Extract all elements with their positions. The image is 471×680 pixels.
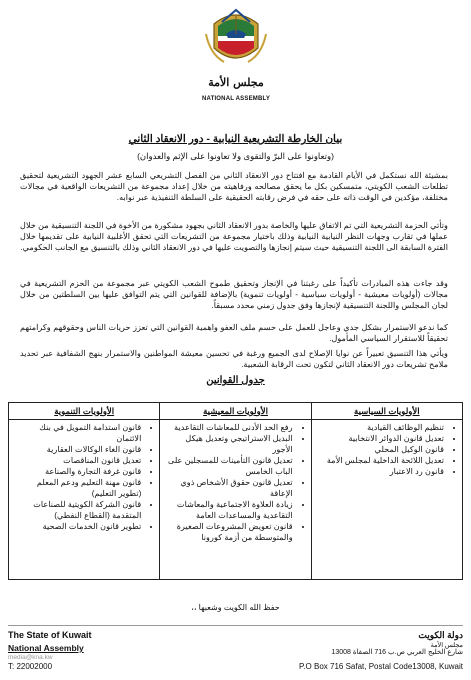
list-item: • قانون غرفة التجارة والصناعة (13, 466, 141, 477)
living-priorities-cell (160, 420, 311, 580)
footer-divider (8, 625, 463, 626)
footer-assembly-en: National Assembly (8, 643, 84, 653)
footer-assembly-ar: مجلس الأمة (430, 642, 463, 649)
footer-address-en: P.O Box 716 Safat, Postal Code13008, Kuwait (299, 662, 463, 671)
list-item: • تعديل قانون المناقصات (13, 455, 141, 466)
laws-table-header-row (9, 403, 463, 420)
list-item: • رفع الحد الأدنى للمعاشات التقاعدية (164, 422, 292, 433)
living-priorities-list (164, 422, 304, 543)
paragraph-5: ويأتي هذا التنسيق تعبيراً عن نوايا الإصلاح لدى الجميع ورغبة في تحسين معيشة المواطنين والاستمرار بنهج الشفافية عبر تحديد ملامح تشريعات دور الانعقاد الثاني لتكون تحت الرقابة الشعبية. (20, 349, 448, 370)
quran-verse: (وتعاونوا على البرّ والتقوى ولا تعاونوا على الإثم والعدوان) (137, 151, 334, 161)
list-item: • تعديل قانون حقوق الأشخاص ذوي الإعاقة (164, 477, 292, 499)
paragraph-3: وقد جاءت هذه المبادرات تأكيداً على رغبتنا في الإنجاز وتحقيق طموح الشعب الكويتي عبر مجموعة من الحزم التشريعية في مجالات (أولويات معيشية - أولويات سياسية - أولويات تنموية) بالإضافة للقوانين التي يتم التوافق عليها بين السلطتين من خلال لجان المجلس واللجنة التنسيقية لإنجازها وفق جدول زمني محدد مسبقاً. (20, 279, 448, 311)
laws-table-row (9, 420, 463, 580)
list-item: • قانون استدامة التمويل في بنك الائتمان (13, 422, 141, 444)
list-item: • قانون تعويض المشروعات الصغيرة والمتوسطة من أزمة كورونا (164, 521, 292, 543)
list-item: • قانون رد الاعتبار (316, 466, 444, 477)
header-living-priorities: الأولويات المعيشية (160, 403, 311, 420)
logo-english-wordmark: NATIONAL ASSEMBLY (201, 96, 271, 102)
national-assembly-emblem (196, 4, 276, 104)
document-title: بيان الخارطة التشريعية النيابية - دور الانعقاد الثاني (128, 133, 343, 145)
laws-table (8, 402, 463, 580)
list-item: • قانون الغاء الوكالات العقارية (13, 444, 141, 455)
list-item: • زيادة العلاوة الاجتماعية والمعاشات التقاعدية والمساعدات العامة (164, 499, 292, 521)
list-item: • قانون الوكيل المحلي (316, 444, 444, 455)
paragraph-2: وتأتي الحزمة التشريعية التي تم الاتفاق عليها والخاصة بدور الانعقاد الثاني بجهود مشكورة من الأخوة في اللجنة التنسيقية من خلال عملها في تقارب وجهات النظر النيابية النيابية وذلك باختيار مجموعة من التشريعات التي تحقق الأغلبية النيابية على تقديمها خلال الفترة السابقة الى اللجنة التنسيقية حيث سيتم إنجازها والتصويت عليها في دور الانعقاد الثاني وذلك بالتنسيق مع الجانب الحكومي. (20, 221, 448, 253)
logo-arabic-wordmark: مجلس الأمة (208, 76, 264, 89)
paragraph-1: بمشيئة الله نستكمل في الأيام القادمة مع افتتاح دور الانعقاد الثاني من الفصل التشريعي السابع عشر الجهود التشريعية لتحقيق تطلعات الشعب الكويتي، متمسكين بكل ما يحقق مصالحه ورفاهيته من خلال إعداد مجموعة من التشريعات الواقعية في مجالات مختلفة، مؤكدين في الوقت ذاته على حقه في فرض رقابته الحقيقية على السلطة التنفيذية عبر نوابه. (20, 171, 448, 203)
header-political-priorities: الأولويات السياسية (311, 403, 462, 420)
development-priorities-cell (9, 420, 160, 580)
footer-state-en: The State of Kuwait (8, 630, 92, 640)
list-item: • تنظيم الوظائف القيادية (316, 422, 444, 433)
political-priorities-list (316, 422, 456, 477)
list-item: • قانون مهنة التعليم ودعم المعلم (تطوير التعليم) (13, 477, 141, 499)
closing-line: حفظ الله الكويت وشعبها ،، (191, 603, 280, 612)
footer-address-ar: شارع الخليج العربي ص.ب 716 الصفاة 13008 (331, 649, 463, 656)
laws-table-title: جدول القوانين (206, 375, 265, 386)
development-priorities-list (13, 422, 153, 532)
paragraph-4: كما ندعو الاستمرار بشكل جدي وعاجل للعمل على حسم ملف العفو واهمية القوانين التي تعزز حريات الناس وحقوقهم وكرامتهم تحقيقاً للاستقرار السياسي المأمول. (20, 323, 448, 344)
list-item: • تطوير قانون الخدمات الصحية (13, 521, 141, 532)
header-development-priorities: الأولويات التنموية (9, 403, 160, 420)
footer-email-link[interactable]: media@kna.kw (8, 654, 53, 661)
list-item: • تعديل قانون الدوائر الانتخابية (316, 433, 444, 444)
list-item: • تعديل قانون التأمينات للمسجلين على الباب الخامس (164, 455, 292, 477)
footer-phone: T: 22002000 (8, 662, 53, 671)
list-item: • البديل الاستراتيجي وتعديل هيكل الأجور (164, 433, 292, 455)
list-item: • قانون الشركة الكويتية للصناعات المتقدمة (القطاع النفطي) (13, 499, 141, 521)
political-priorities-cell (311, 420, 462, 580)
list-item: • تعديل اللائحة الداخلية لمجلس الأمة (316, 455, 444, 466)
footer-state-ar: دولة الكويت (418, 630, 463, 640)
